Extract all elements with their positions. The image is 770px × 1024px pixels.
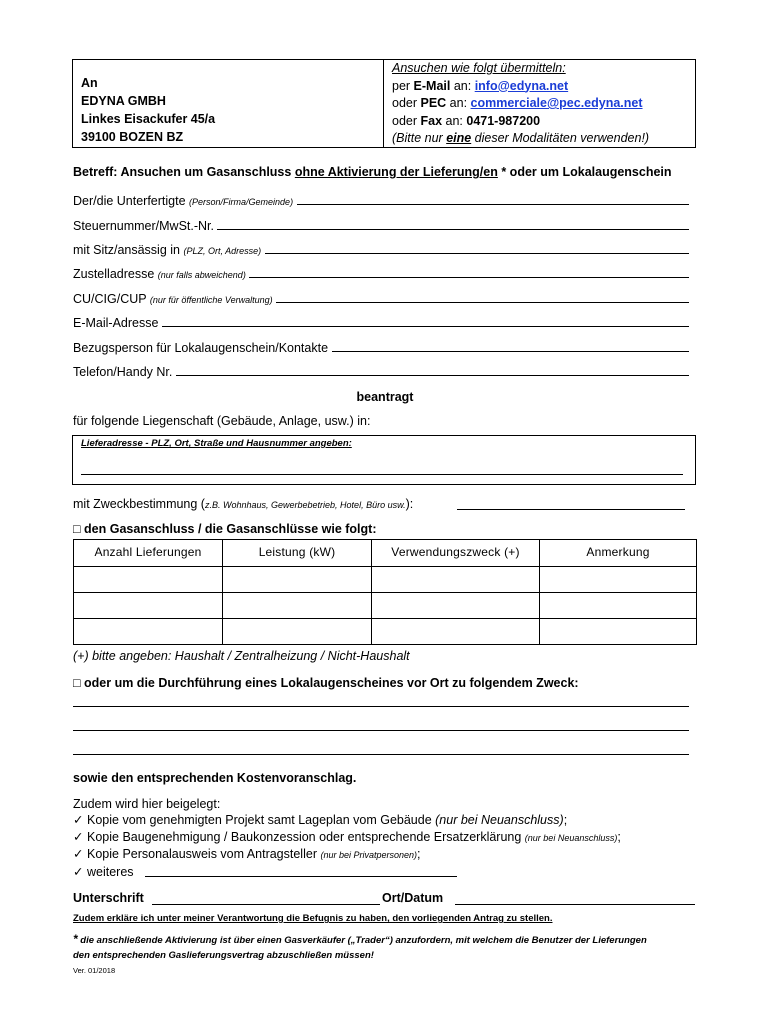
attachment-item[interactable]: ✓ Kopie Personalausweis vom Antragsteller (nur bei Privatpersonen); [73, 847, 421, 861]
table-row [74, 593, 697, 619]
fax-number: 0471-987200 [466, 113, 541, 128]
field-hint: (nur falls abweichend) [157, 270, 246, 280]
attachment-item[interactable]: ✓ Kopie Baugenehmigung / Baukonzession oder entsprechende Ersatzerklärung (nur bei Neuanschluss); [73, 829, 621, 844]
email-link[interactable]: info@edyna.net [474, 78, 569, 93]
table-cell[interactable] [74, 593, 223, 619]
purpose-row: mit Zweckbestimmung (z.B. Wohnhaus, Gewerbebetrieb, Hotel, Büro usw.): [73, 497, 414, 511]
field-row [73, 316, 689, 332]
checkmark-icon: ✓ [73, 847, 84, 861]
pec-link[interactable]: commerciale@pec.edyna.net [470, 96, 643, 110]
field-label: mit Sitz/ansässig in [73, 243, 184, 257]
table-cell[interactable] [372, 567, 540, 593]
field-input-line[interactable] [162, 316, 689, 327]
submission-title: Ansuchen wie folgt übermitteln: [392, 61, 566, 75]
attachment-hint: (nur bei Neuanschluss) [524, 832, 618, 843]
requested-heading: beantragt [356, 390, 414, 404]
connection-table [73, 539, 697, 645]
signature-label: Unterschrift [73, 891, 144, 905]
col-header-usage: Verwendungszweck (+) [372, 540, 540, 567]
inspection-purpose-line-3[interactable] [73, 754, 689, 755]
delivery-address-label: Lieferadresse - PLZ, Ort, Straße und Hausnummer angeben: [81, 438, 352, 449]
checkmark-icon: ✓ [73, 864, 84, 879]
date-label: Ort/Datum [382, 891, 444, 905]
field-label: Telefon/Handy Nr. [73, 365, 176, 379]
field-row [73, 194, 689, 210]
table-row [74, 619, 697, 645]
table-cell[interactable] [372, 619, 540, 645]
field-input-line[interactable] [249, 267, 689, 278]
field-input-line[interactable] [297, 194, 689, 205]
field-input-line[interactable] [332, 341, 689, 352]
field-hint: (nur für öffentliche Verwaltung) [149, 295, 273, 305]
recipient-company: EDYNA GMBH [81, 94, 166, 108]
field-label: Der/die Unterfertigte [73, 194, 190, 208]
field-row [73, 341, 689, 357]
purpose-input[interactable] [457, 509, 685, 510]
recipient-street: Linkes Eisackufer 45/a [81, 112, 216, 126]
field-label: CU/CIG/CUP [73, 292, 150, 306]
delivery-address-line[interactable] [81, 474, 683, 475]
place-date-input[interactable] [455, 904, 695, 905]
checkmark-icon: ✓ [73, 829, 84, 844]
field-label: Zustelladresse [73, 267, 158, 281]
inspection-purpose-line-1[interactable] [73, 706, 689, 707]
submission-fax: oder Fax an: 0471-987200 [392, 113, 541, 128]
field-row [73, 243, 689, 259]
attachment-hint: (nur bei Privatpersonen) [320, 850, 418, 860]
field-input-line[interactable] [265, 243, 689, 254]
attachment-hint: (nur bei Neuanschluss) [435, 813, 564, 827]
attachment-item[interactable] [73, 864, 621, 881]
field-label: E-Mail-Adresse [73, 316, 162, 330]
table-cell[interactable] [223, 619, 372, 645]
recipient-city: 39100 BOZEN BZ [81, 130, 184, 144]
usage-note: (+) bitte angeben: Haushalt / Zentralheizung / Nicht-Haushalt [73, 649, 410, 663]
table-cell[interactable] [372, 593, 540, 619]
delivery-address-box[interactable] [72, 435, 696, 485]
field-row [73, 365, 689, 381]
table-cell[interactable] [223, 593, 372, 619]
version-label: Ver. 01/2018 [73, 966, 116, 975]
recipient-address [73, 60, 384, 147]
attachment-text: Kopie Personalausweis vom Antragsteller [87, 847, 321, 861]
field-label: Bezugsperson für Lokalaugenschein/Kontakte [73, 341, 332, 355]
col-header-power: Leistung (kW) [223, 540, 372, 567]
submission-note: (Bitte nur eine dieser Modalitäten verwenden!) [392, 131, 650, 145]
header-table [72, 59, 696, 148]
declaration: Zudem erkläre ich unter meiner Verantwortung die Befugnis zu haben, den vorliegenden Antrag zu stellen. [73, 913, 553, 924]
col-header-remark: Anmerkung [540, 540, 697, 567]
checkmark-icon: ✓ [73, 813, 84, 827]
field-input-line[interactable] [217, 219, 689, 230]
col-header-quantity: Anzahl Lieferungen [74, 540, 223, 567]
attachment-text: weiteres [87, 864, 134, 879]
table-cell[interactable] [540, 567, 697, 593]
table-cell[interactable] [74, 619, 223, 645]
attachments-list [73, 812, 621, 880]
field-hint: (PLZ, Ort, Adresse) [183, 246, 262, 256]
footnote: * die anschließende Aktivierung ist über einen Gasverkäufer („Trader“) anzufordern, mit welchem die Benutzer der Lieferungen den entsprechenden Gaslieferungsvertrag abzuschließen müssen! [73, 932, 647, 961]
field-row [73, 267, 689, 283]
submission-pec: oder PEC an: commerciale@pec.edyna.net [392, 96, 643, 110]
attachment-other-input[interactable] [145, 876, 457, 877]
inspection-purpose-line-2[interactable] [73, 730, 689, 731]
property-intro: für folgende Liegenschaft (Gebäude, Anlage, usw.) in: [73, 414, 371, 428]
option-inspection-checkbox[interactable]: □ oder um die Durchführung eines Lokalaugenscheines vor Ort zu folgendem Zweck: [73, 676, 579, 690]
table-cell[interactable] [74, 567, 223, 593]
attachments-intro: Zudem wird hier beigelegt: [73, 797, 221, 811]
cost-estimate: sowie den entsprechenden Kostenvoranschlag. [73, 771, 357, 785]
field-input-line[interactable] [276, 292, 689, 303]
field-row [73, 292, 689, 308]
attachment-text: Kopie Baugenehmigung / Baukonzession oder entsprechende Ersatzerklärung [87, 829, 525, 844]
table-cell[interactable] [540, 593, 697, 619]
field-input-line[interactable] [176, 365, 689, 376]
table-cell[interactable] [540, 619, 697, 645]
table-row [74, 567, 697, 593]
subject-line: Betreff: Ansuchen um Gasanschluss ohne Aktivierung der Lieferung/en * oder um Lokalaugenschein [73, 165, 672, 179]
table-cell[interactable] [223, 567, 372, 593]
option-connection-checkbox[interactable]: □ den Gasanschluss / die Gasanschlüsse wie folgt: [73, 522, 377, 536]
field-label: Steuernummer/MwSt.-Nr. [73, 219, 218, 233]
field-row [73, 219, 689, 235]
submission-methods [384, 60, 695, 147]
submission-email: per E-Mail an: info@edyna.net [392, 78, 569, 93]
attachment-text: Kopie vom genehmigten Projekt samt Lageplan vom Gebäude [87, 813, 436, 827]
recipient-line: An [81, 76, 98, 90]
attachment-item[interactable]: ✓ Kopie vom genehmigten Projekt samt Lageplan vom Gebäude (nur bei Neuanschluss); [73, 813, 568, 827]
field-hint: (Person/Firma/Gemeinde) [189, 197, 294, 207]
signature-input[interactable] [152, 904, 380, 905]
